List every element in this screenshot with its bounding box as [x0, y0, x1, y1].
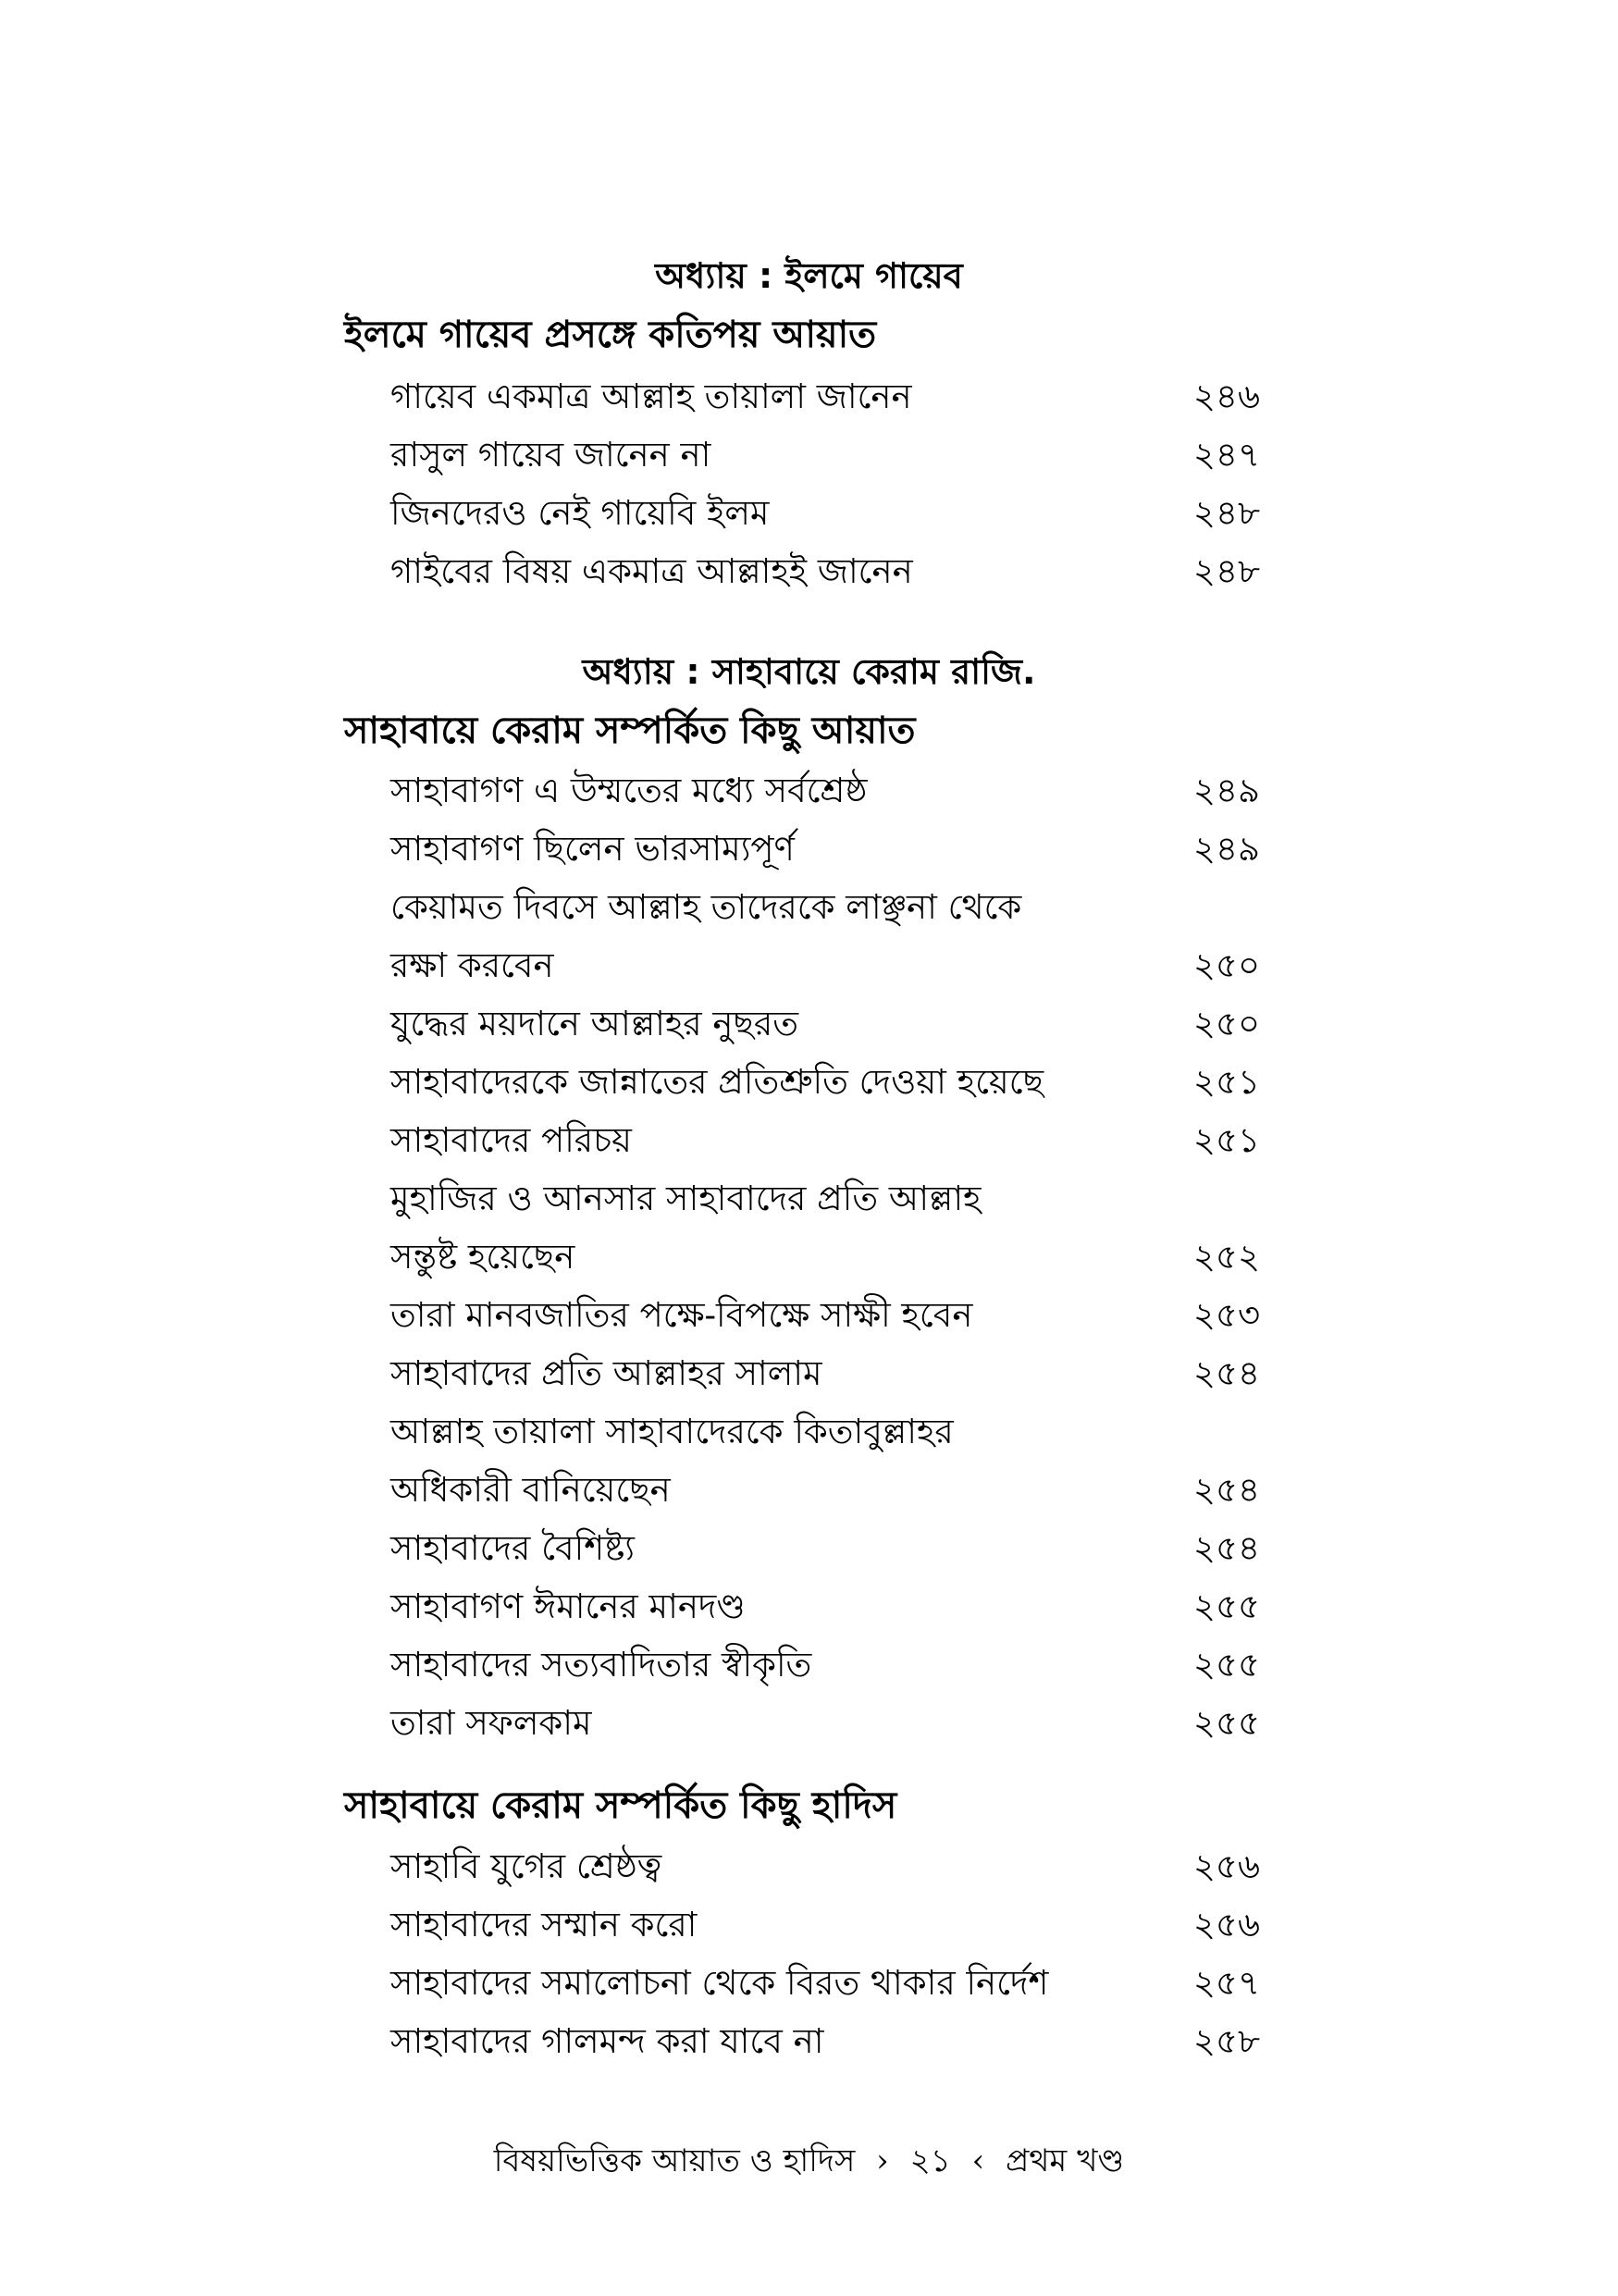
- section-heading: সাহাবায়ে কেরাম সম্পর্কিত কিছু আয়াত: [344, 710, 916, 752]
- toc-entry-page: ২৫১: [1192, 1062, 1260, 1102]
- chapter-title: অধ্যায় : ইলমে গায়েব: [655, 255, 963, 296]
- section-heading: সাহাবায়ে কেরাম সম্পর্কিত কিছু হাদিস: [344, 1784, 897, 1827]
- toc-entry-title: সাহাবাগণ ঈমানের মানদণ্ড: [390, 1586, 746, 1626]
- toc-entry-page: ২৫২: [1192, 1237, 1260, 1277]
- toc-entry-page: ২৫৬: [1192, 1905, 1260, 1944]
- toc-entry-title: জিনদেরও নেই গায়েবি ইলম: [390, 493, 770, 533]
- toc-entry[interactable]: [390, 765, 1260, 817]
- toc-entry-title: সাহাবাগণ ছিলেন ভারসাম্যপূর্ণ: [390, 829, 795, 869]
- toc-entry-page: ২৫৫: [1192, 1586, 1260, 1626]
- toc-entry[interactable]: [390, 1639, 1260, 1691]
- toc-entry[interactable]: [390, 1841, 1260, 1893]
- toc-entry[interactable]: [390, 1056, 1260, 1108]
- toc-entry-page: ২৫৭: [1192, 1963, 1260, 2003]
- toc-entry-page: ২৫৩: [1192, 1295, 1260, 1335]
- toc-entry[interactable]: [390, 429, 1260, 481]
- toc-entry[interactable]: [390, 1581, 1260, 1633]
- toc-entry-page: ২৫৪: [1192, 1470, 1260, 1510]
- toc-entry-title: সাহাবাদের সত্যবাদিতার স্বীকৃতি: [390, 1645, 812, 1685]
- toc-entry-page: ২৪৯: [1192, 771, 1260, 810]
- toc-entry-page: ২৪৮: [1192, 551, 1260, 591]
- toc-entry-title: গায়েব একমাত্র আল্লাহ তায়ালা জানেন: [390, 376, 912, 416]
- section-heading: ইলমে গায়েব প্রসঙ্গে কতিপয় আয়াত: [344, 314, 877, 356]
- toc-entry[interactable]: [390, 1523, 1260, 1574]
- toc-entry-title-continued: রক্ষা করবেন: [390, 945, 554, 985]
- toc-entry-title: যুদ্ধের ময়দানে আল্লাহর নুছরত: [390, 1004, 799, 1043]
- chapter-title: অধ্যায় : সাহাবায়ে কেরাম রাজি.: [582, 651, 1036, 692]
- toc-entry[interactable]: [390, 1173, 1260, 1225]
- toc-entry-title: সাহাবাদের সম্মান করো: [390, 1905, 698, 1944]
- toc-entry[interactable]: [390, 546, 1260, 598]
- toc-entry-page: ২৫৮: [1192, 2021, 1260, 2061]
- toc-entry-page: ২৪৮: [1192, 493, 1260, 533]
- toc-entry[interactable]: [390, 940, 1260, 992]
- toc-entry-page: ২৫৫: [1192, 1703, 1260, 1743]
- footer-separator: ›: [876, 2142, 889, 2179]
- toc-entry[interactable]: [390, 2016, 1260, 2068]
- toc-entry-title: সাহাবাদের গালমন্দ করা যাবে না: [390, 2021, 824, 2061]
- toc-entry[interactable]: [390, 1290, 1260, 1341]
- toc-entry[interactable]: [390, 1348, 1260, 1400]
- toc-entry-title-continued: সন্তুষ্ট হয়েছেন: [390, 1237, 575, 1277]
- toc-entry[interactable]: [390, 1899, 1260, 1951]
- toc-entry-page: ২৪৬: [1192, 376, 1260, 416]
- toc-entry-title: সাহাবাদের সমালোচনা থেকে বিরত থাকার নির্দেশ: [390, 1963, 1049, 2003]
- toc-entry[interactable]: [390, 1115, 1260, 1167]
- toc-entry-title: গাইবের বিষয় একমাত্র আল্লাহই জানেন: [390, 551, 913, 591]
- toc-entry[interactable]: [390, 823, 1260, 875]
- toc-entry-page: ২৪৯: [1192, 829, 1260, 869]
- toc-entry[interactable]: [390, 1464, 1260, 1516]
- toc-entry-title: সাহাবাগণ এ উম্মতের মধ্যে সর্বশ্রেষ্ঠ: [390, 771, 868, 810]
- toc-entry[interactable]: [390, 488, 1260, 539]
- toc-entry-page: ২৫০: [1192, 945, 1260, 985]
- toc-entry-title: আল্লাহ তায়ালা সাহাবাদেরকে কিতাবুল্লাহর: [390, 1412, 954, 1451]
- toc-entry-title: কেয়ামত দিবসে আল্লাহ তাদেরকে লাঞ্ছনা থেকে: [390, 887, 1022, 927]
- page-footer: [0, 2139, 1618, 2183]
- toc-entry-page: ২৪৭: [1192, 435, 1260, 475]
- toc-entry-title: সাহাবাদের প্রতি আল্লাহর সালাম: [390, 1353, 822, 1393]
- footer-page-number: ২১: [909, 2142, 951, 2179]
- toc-entry-title: সাহাবাদের বৈশিষ্ট্য: [390, 1528, 636, 1568]
- toc-entry-page: ২৫৪: [1192, 1353, 1260, 1393]
- toc-entry[interactable]: [390, 1957, 1260, 2009]
- footer-separator: ‹: [971, 2142, 985, 2179]
- toc-entry-title: রাসুল গায়েব জানেন না: [390, 435, 711, 475]
- toc-entry[interactable]: [390, 1231, 1260, 1283]
- footer-book-title: বিষয়ভিত্তিক আয়াত ও হাদিস: [493, 2142, 856, 2179]
- toc-entry-page: ২৫০: [1192, 1004, 1260, 1043]
- toc-entry-page: ২৫১: [1192, 1120, 1260, 1160]
- toc-entry-title: সাহাবাদেরকে জান্নাতের প্রতিশ্রুতি দেওয়া হয়েছে: [390, 1062, 1044, 1102]
- toc-entry[interactable]: [390, 1697, 1260, 1749]
- toc-entry[interactable]: [390, 998, 1260, 1050]
- toc-entry[interactable]: [390, 371, 1260, 423]
- toc-entry[interactable]: [390, 882, 1260, 933]
- toc-entry-page: ২৫৫: [1192, 1645, 1260, 1685]
- toc-entry-title: সাহাবাদের পরিচয়: [390, 1120, 632, 1160]
- toc-entry-title: মুহাজির ও আনসার সাহাবাদের প্রতি আল্লাহ: [390, 1179, 982, 1218]
- toc-entry-title: তারা সফলকাম: [390, 1703, 592, 1743]
- toc-entry-title-continued: অধিকারী বানিয়েছেন: [390, 1470, 671, 1510]
- footer-volume: প্রথম খণ্ড: [1006, 2142, 1125, 2179]
- toc-entry-page: ২৫৪: [1192, 1528, 1260, 1568]
- toc-entry-page: ২৫৬: [1192, 1846, 1260, 1886]
- toc-entry-title: সাহাবি যুগের শ্রেষ্ঠত্ব: [390, 1846, 662, 1886]
- toc-entry-title: তারা মানবজাতির পক্ষে-বিপক্ষে সাক্ষী হবেন: [390, 1295, 973, 1335]
- toc-entry[interactable]: [390, 1406, 1260, 1458]
